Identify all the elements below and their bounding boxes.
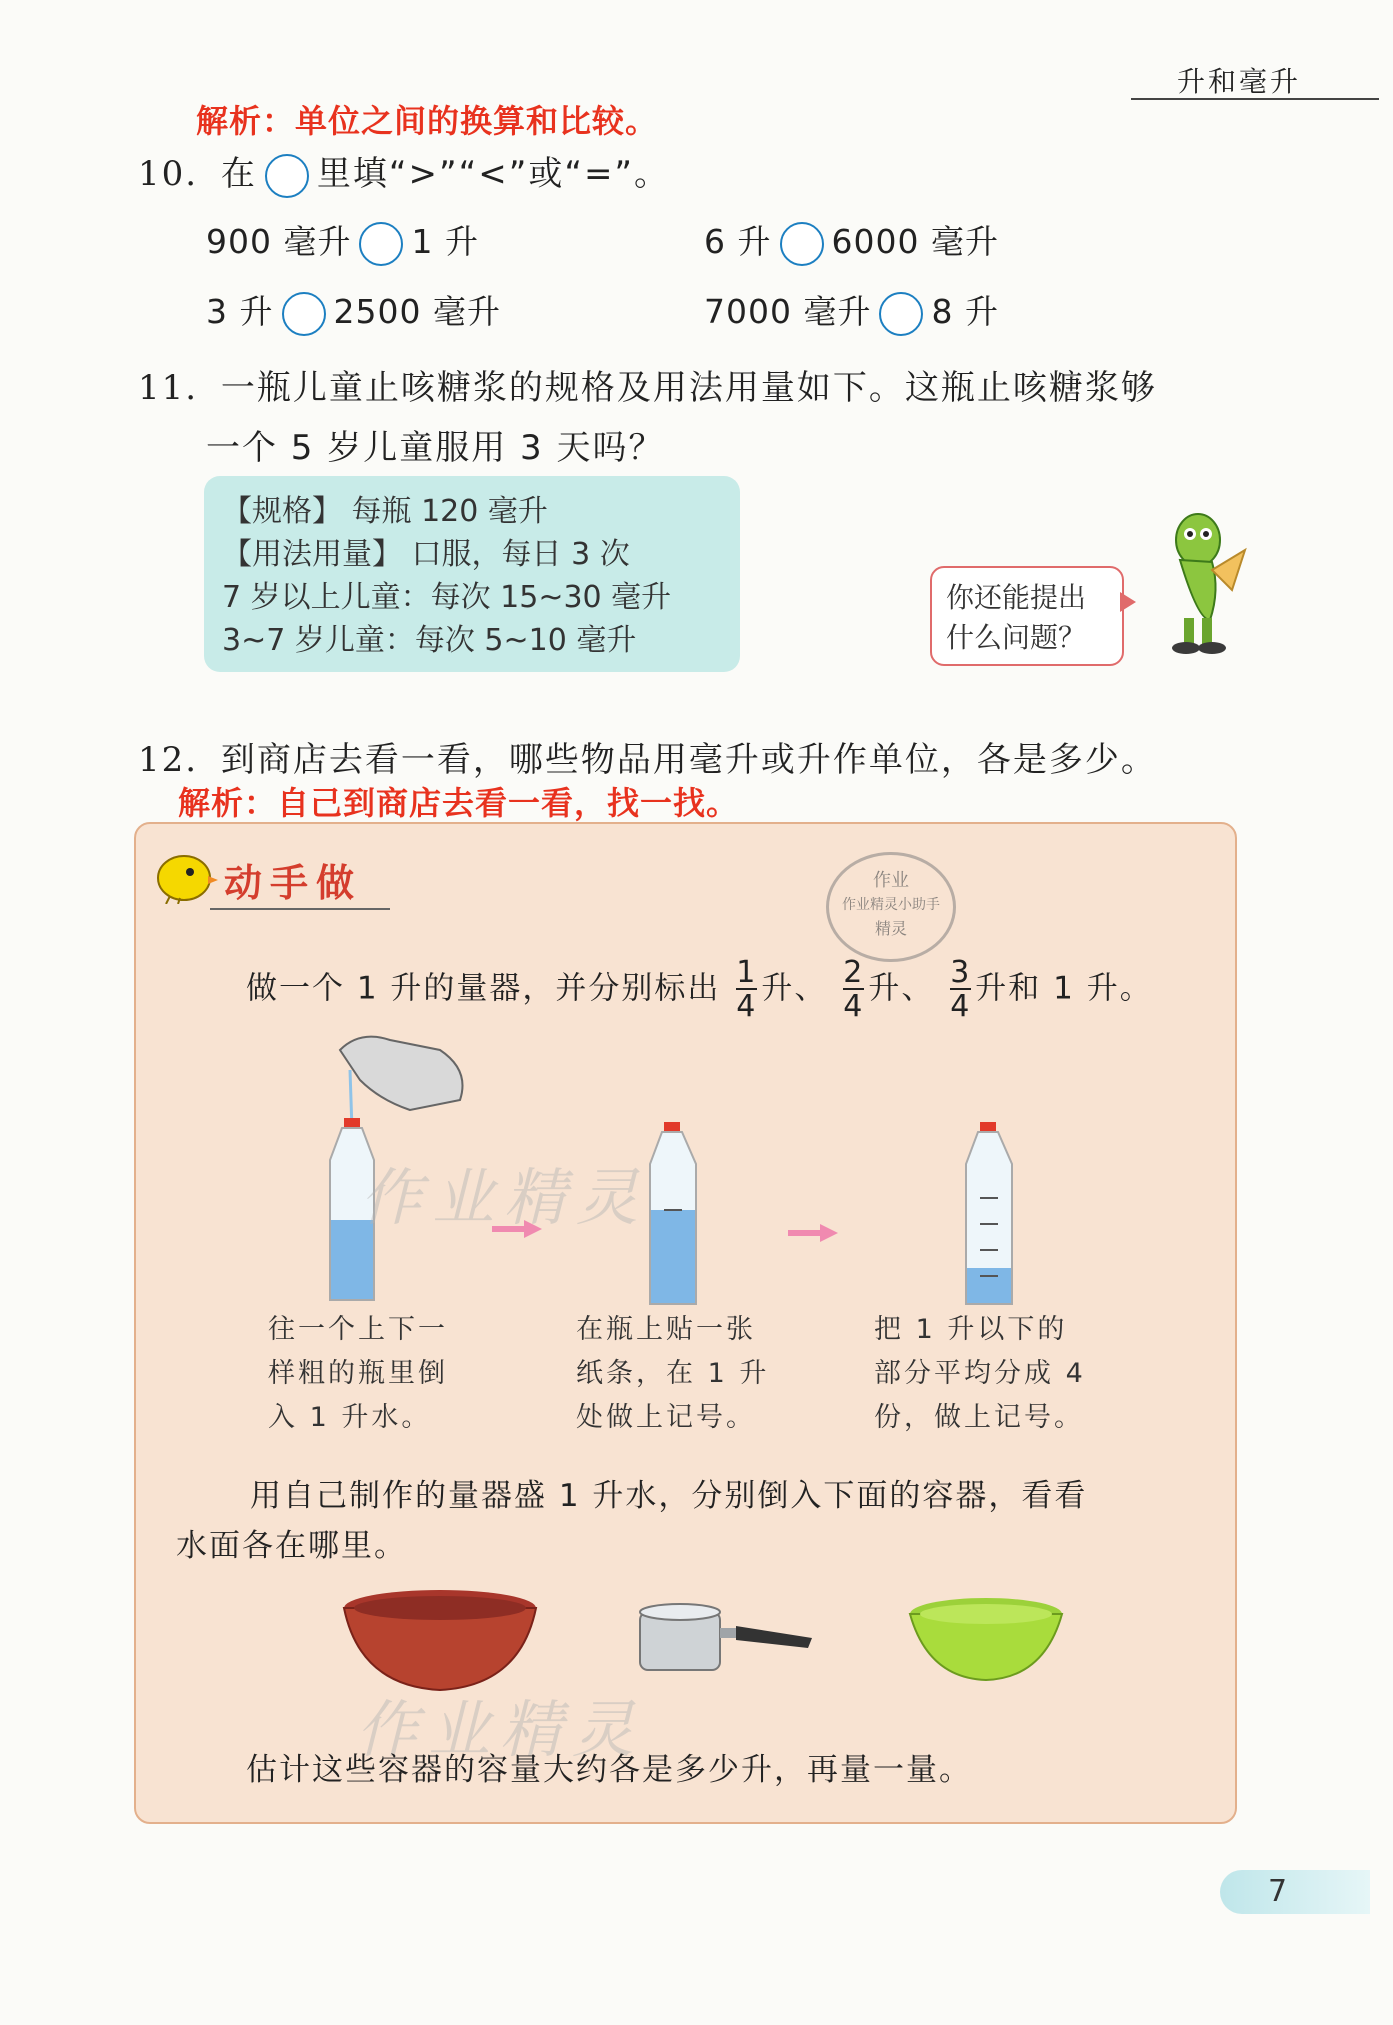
spec-line: 7 岁以上儿童：每次 15~30 毫升	[222, 580, 672, 615]
steel-saucepan-icon	[636, 1600, 816, 1680]
q12-number: 12.	[138, 740, 199, 780]
q10-item-4: 7000 毫升 8 升	[704, 286, 999, 336]
q11-line2: 一个 5 岁儿童服用 3 天吗？	[206, 428, 665, 468]
answer-circle[interactable]	[780, 222, 824, 266]
watermark-stamp: 作业 作业精灵小助手 精灵	[826, 852, 956, 962]
watermark-text: 作业精灵	[360, 1161, 649, 1234]
q10-prompt: 10. 在 里填“>”“<”或“=”。	[138, 146, 670, 198]
step-2-caption: 在瓶上贴一张 纸条，在 1 升 处做上记号。	[576, 1314, 770, 1433]
fraction-one-quarter: $\frac{1}{4}$	[736, 955, 758, 1024]
graduated-bottle-icon	[956, 1118, 1026, 1308]
spec-line: 3~7 岁儿童：每次 5~10 毫升	[222, 623, 637, 658]
green-bowl-icon	[906, 1596, 1066, 1686]
activity-instruction: 做一个 1 升的量器，并分别标出 $\frac{1}{4}$ 升、 $\frac{2}{4}$ 升、 $\frac{3}{4}$ 升和 1 升。	[246, 955, 1153, 1024]
page-number: 7	[1268, 1874, 1288, 1909]
q10-item-3: 3 升 2500 毫升	[206, 286, 501, 336]
spec-line: 【规格】 每瓶 120 毫升	[222, 494, 548, 529]
spec-line: 【用法用量】 口服，每日 3 次	[222, 537, 630, 572]
fraction-three-quarters: $\frac{3}{4}$	[950, 955, 972, 1024]
cartoon-character-icon	[1150, 500, 1250, 660]
answer-circle[interactable]	[879, 292, 923, 336]
answer-circle[interactable]	[359, 222, 403, 266]
estimate-instruction: 估计这些容器的容量大约各是多少升，再量一量。	[246, 1752, 972, 1788]
chick-icon	[150, 848, 220, 904]
activity-paragraph-line1: 用自己制作的量器盛 1 升水，分别倒入下面的容器，看看	[250, 1478, 1088, 1514]
activity-paragraph-line2: 水面各在哪里。	[176, 1528, 407, 1564]
medicine-spec-box	[204, 476, 740, 672]
chapter-title: 升和毫升	[1176, 65, 1301, 98]
q10-item-1: 900 毫升 1 升	[206, 216, 479, 266]
q12-analysis: 解析：自己到商店去看一看，找一找。	[178, 784, 740, 822]
q11-line1: 11. 一瓶儿童止咳糖浆的规格及用法用量如下。这瓶止咳糖浆够	[138, 368, 1157, 408]
step-3-caption: 把 1 升以下的 部分平均分成 4 份，做上记号。	[874, 1314, 1086, 1433]
q10-analysis: 解析：单位之间的换算和比较。	[196, 102, 659, 140]
q10-number: 10.	[138, 154, 199, 194]
q10-item-2: 6 升 6000 毫升	[704, 216, 999, 266]
q11-number: 11.	[138, 368, 199, 408]
speech-bubble: 你还能提出 什么问题？	[930, 566, 1124, 666]
q12-text: 12. 到商店去看一看，哪些物品用毫升或升作单位，各是多少。	[138, 740, 1157, 780]
header-rule	[1131, 98, 1379, 100]
activity-title: 动手做	[224, 861, 363, 905]
right-arrow-icon	[788, 1224, 838, 1242]
title-underline	[210, 908, 390, 910]
page-number-tab	[1220, 1870, 1370, 1914]
watermark-text: 作业精灵	[356, 1693, 645, 1766]
answer-circle	[265, 154, 309, 198]
step-1-caption: 往一个上下一 样粗的瓶里倒 入 1 升水。	[268, 1314, 448, 1433]
answer-circle[interactable]	[282, 292, 326, 336]
marked-bottle-icon	[640, 1118, 710, 1308]
bubble-tail	[1120, 592, 1136, 612]
fraction-two-quarters: $\frac{2}{4}$	[843, 955, 865, 1024]
